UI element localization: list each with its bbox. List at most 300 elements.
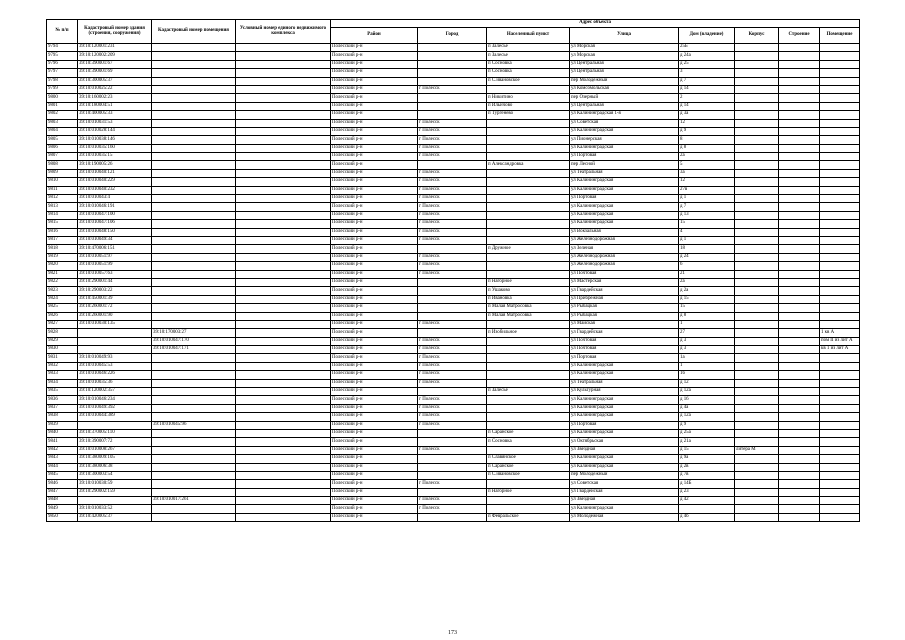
cell-building	[779, 278, 820, 286]
cell-cad-building: 39:10:290002:159	[78, 488, 152, 496]
cell-cad-premises	[152, 312, 236, 320]
cell-settlement: п Малая Матросовка	[487, 312, 570, 320]
cell-corpus	[735, 438, 779, 446]
cell-city: г Полесск	[418, 186, 487, 194]
table-row	[47, 220, 860, 228]
cell-district: Полесский р-н	[331, 119, 418, 127]
cell-settlement	[487, 421, 570, 429]
cell-cad-premises	[152, 480, 236, 488]
cell-corpus	[735, 236, 779, 244]
table-row	[47, 94, 860, 102]
cell-building	[779, 438, 820, 446]
cell-cad-premises	[152, 69, 236, 77]
cell-cond-num	[236, 253, 331, 261]
table-row	[47, 44, 860, 52]
cell-house: д 14Б	[679, 480, 735, 488]
cell-corpus	[735, 421, 779, 429]
table-row	[47, 329, 860, 337]
header-district: Район	[331, 28, 418, 44]
cell-street: ул Зеленая	[570, 245, 679, 253]
cell-street: пер Лесной	[570, 161, 679, 169]
cell-house: 4	[679, 228, 735, 236]
cell-street: ул Пионерская	[570, 136, 679, 144]
cell-street: ул Портовая	[570, 354, 679, 362]
cell-cond-num	[236, 388, 331, 396]
cell-street: ул Почтовая	[570, 346, 679, 354]
cell-district: Полесский р-н	[331, 245, 418, 253]
cell-city: г Полесск	[418, 497, 487, 505]
cell-building	[779, 379, 820, 387]
cell-premises	[820, 488, 860, 496]
cell-num: 9801	[47, 102, 78, 110]
cell-building	[779, 396, 820, 404]
cell-cond-num	[236, 270, 331, 278]
cell-street: ул Культурная	[570, 388, 679, 396]
cell-house: 3	[679, 69, 735, 77]
cell-cad-premises	[152, 278, 236, 286]
cell-street: ул Калининградская	[570, 396, 679, 404]
cell-street: ул Портовая	[570, 421, 679, 429]
cell-building	[779, 337, 820, 345]
cell-city	[418, 488, 487, 496]
cell-district: Полесский р-н	[331, 178, 418, 186]
cell-cad-premises	[152, 245, 236, 253]
cell-city: г Полесск	[418, 228, 487, 236]
cell-district: Полесский р-н	[331, 144, 418, 152]
cell-street: ул Молодежная	[570, 513, 679, 521]
cell-premises	[820, 429, 860, 437]
cell-settlement: п Ильичово	[487, 102, 570, 110]
cell-street: ул Мастерская	[570, 278, 679, 286]
table-row	[47, 228, 860, 236]
cell-cad-building: 39:10:010030:59	[78, 480, 152, 488]
cell-premises	[820, 186, 860, 194]
cell-settlement: п С.ивановское	[487, 471, 570, 479]
cell-premises	[820, 52, 860, 60]
cell-cad-building: 39:10:010035:36	[78, 379, 152, 387]
cell-corpus	[735, 471, 779, 479]
header-house: Дом (владение)	[679, 28, 735, 44]
cell-house: д 7	[679, 203, 735, 211]
header-cad-premises: Кадастровый номер помещения	[152, 20, 236, 44]
cell-building	[779, 346, 820, 354]
cell-city	[418, 329, 487, 337]
cell-cond-num	[236, 220, 331, 228]
cell-cond-num	[236, 44, 331, 52]
cell-settlement	[487, 379, 570, 387]
cell-house: 27	[679, 329, 735, 337]
cell-street: ул Калининградская	[570, 127, 679, 135]
cell-cad-premises	[152, 52, 236, 60]
cell-num: 9848	[47, 497, 78, 505]
cell-city	[418, 60, 487, 68]
cell-premises	[820, 362, 860, 370]
cell-house: д 21а	[679, 438, 735, 446]
cell-building	[779, 312, 820, 320]
cell-settlement	[487, 371, 570, 379]
table-row	[47, 379, 860, 387]
cell-cad-premises	[152, 161, 236, 169]
cell-street: ул Центральная	[570, 60, 679, 68]
cell-cad-premises	[152, 371, 236, 379]
cell-house: 1а	[679, 354, 735, 362]
cell-district: Полесский р-н	[331, 169, 418, 177]
cell-street: ул Калининградская	[570, 413, 679, 421]
cell-settlement: п Изобильное	[487, 329, 570, 337]
cell-num: 9816	[47, 228, 78, 236]
cell-district: Полесский р-н	[331, 463, 418, 471]
cell-building	[779, 262, 820, 270]
cell-house: 8	[679, 136, 735, 144]
cell-cond-num	[236, 337, 331, 345]
cell-cad-premises	[152, 44, 236, 52]
cell-house: д 9а	[679, 455, 735, 463]
cell-premises	[820, 270, 860, 278]
cell-building	[779, 253, 820, 261]
cell-district: Полесский р-н	[331, 186, 418, 194]
cell-house: д 25а	[679, 429, 735, 437]
cell-district: Полесский р-н	[331, 404, 418, 412]
cell-settlement	[487, 203, 570, 211]
cell-corpus	[735, 127, 779, 135]
cell-building	[779, 144, 820, 152]
cell-cond-num	[236, 203, 331, 211]
cell-district: Полесский р-н	[331, 262, 418, 270]
cell-corpus	[735, 136, 779, 144]
table-row	[47, 480, 860, 488]
cell-premises	[820, 111, 860, 119]
cell-district: Полесский р-н	[331, 388, 418, 396]
header-street: Улица	[570, 28, 679, 44]
cell-building	[779, 153, 820, 161]
cell-building	[779, 111, 820, 119]
cell-corpus	[735, 169, 779, 177]
cell-city	[418, 471, 487, 479]
cell-num: 9818	[47, 245, 78, 253]
cell-city	[418, 77, 487, 85]
cell-street: ул Портовая	[570, 153, 679, 161]
cell-house: 12	[679, 119, 735, 127]
cell-settlement	[487, 404, 570, 412]
cell-cad-building: 39:10:300005:37	[78, 77, 152, 85]
cell-street: ул Калининградская	[570, 203, 679, 211]
cell-district: Полесский р-н	[331, 371, 418, 379]
table-row	[47, 455, 860, 463]
cell-settlement: п Сосновка	[487, 69, 570, 77]
cell-cond-num	[236, 329, 331, 337]
cell-num: 9825	[47, 304, 78, 312]
cell-house: д 8	[679, 144, 735, 152]
cell-settlement: п Февральское	[487, 513, 570, 521]
cell-corpus	[735, 278, 779, 286]
cell-district: Полесский р-н	[331, 44, 418, 52]
cell-street: пер Молодежный	[570, 471, 679, 479]
cell-cad-building: 39:10:010045:53	[78, 362, 152, 370]
cell-street: ул Звездная	[570, 497, 679, 505]
cell-cad-building: 39:10:010046:191	[78, 203, 152, 211]
cell-premises	[820, 253, 860, 261]
cell-premises	[820, 371, 860, 379]
header-building: Строение	[779, 28, 820, 44]
table-row	[47, 262, 860, 270]
cell-num: 9806	[47, 144, 78, 152]
cell-cad-building: 39:10:450001:39	[78, 295, 152, 303]
cell-cad-building: 39:10:010035:15	[78, 153, 152, 161]
cell-district: Полесский р-н	[331, 220, 418, 228]
cell-settlement	[487, 270, 570, 278]
header-cad-building: Кадастровый номер здания (строения, сооружения)	[78, 20, 152, 44]
cell-cad-building: 39:10:120001:231	[78, 44, 152, 52]
cell-corpus	[735, 287, 779, 295]
cell-cad-premises	[152, 127, 236, 135]
cell-corpus	[735, 262, 779, 270]
cell-premises	[820, 278, 860, 286]
cell-house: д 16	[679, 396, 735, 404]
cell-settlement	[487, 186, 570, 194]
cell-district: Полесский р-н	[331, 421, 418, 429]
cell-premises	[820, 85, 860, 93]
cell-premises	[820, 505, 860, 513]
cell-cad-building: 39:10:260001:90	[78, 312, 152, 320]
cell-premises	[820, 153, 860, 161]
cell-cad-building: 39:10:010048:150	[78, 228, 152, 236]
cell-corpus	[735, 295, 779, 303]
cell-corpus	[735, 513, 779, 521]
cell-num: 9840	[47, 429, 78, 437]
cell-corpus	[735, 404, 779, 412]
table-row	[47, 60, 860, 68]
cell-house: д 3	[679, 337, 735, 345]
cell-cad-building: 39:10:180004:51	[78, 102, 152, 110]
cell-house: 5	[679, 161, 735, 169]
cell-street: ул Калининградская	[570, 404, 679, 412]
cell-building	[779, 236, 820, 244]
cell-num: 9813	[47, 203, 78, 211]
cell-city: г Полесск	[418, 262, 487, 270]
cell-premises	[820, 94, 860, 102]
cell-house: 15	[679, 304, 735, 312]
table-row	[47, 203, 860, 211]
cell-street: ул Калининградская	[570, 463, 679, 471]
cell-corpus	[735, 270, 779, 278]
cell-num: 9798	[47, 77, 78, 85]
cell-city: г Полесск	[418, 236, 487, 244]
cell-district: Полесский р-н	[331, 161, 418, 169]
cell-settlement: п Сосновка	[487, 60, 570, 68]
cell-corpus	[735, 245, 779, 253]
cell-settlement: п Александровка	[487, 161, 570, 169]
cell-num: 9811	[47, 186, 78, 194]
cell-corpus	[735, 111, 779, 119]
header-settlement: Населенный пункт	[487, 28, 570, 44]
table-row	[47, 471, 860, 479]
cell-cond-num	[236, 396, 331, 404]
cell-street: ул Гвардейская	[570, 287, 679, 295]
cell-premises	[820, 446, 860, 454]
cell-house: 1	[679, 320, 735, 328]
cell-cad-building	[78, 346, 152, 354]
cell-premises	[820, 169, 860, 177]
cell-city	[418, 287, 487, 295]
cell-building	[779, 94, 820, 102]
cell-cond-num	[236, 312, 331, 320]
cell-street: ул Комсомольская	[570, 85, 679, 93]
cell-district: Полесский р-н	[331, 253, 418, 261]
cell-house: д 23	[679, 488, 735, 496]
cell-settlement	[487, 85, 570, 93]
cell-house: д 7в	[679, 471, 735, 479]
cell-city: г Полесск	[418, 127, 487, 135]
cell-street: ул Советская	[570, 119, 679, 127]
cell-cond-num	[236, 60, 331, 68]
cell-premises: 1 кв А	[820, 329, 860, 337]
cell-street: ул Железнодорожная	[570, 262, 679, 270]
cell-cond-num	[236, 52, 331, 60]
cell-cad-premises	[152, 211, 236, 219]
table-row	[47, 253, 860, 261]
cell-cad-premises	[152, 178, 236, 186]
cell-num: 9803	[47, 119, 78, 127]
cell-cad-building: 39:10:120002:209	[78, 52, 152, 60]
cell-house: д 7	[679, 77, 735, 85]
cell-cad-building: 39:10:010049:93	[78, 354, 152, 362]
cell-house: д 1	[679, 236, 735, 244]
cell-premises	[820, 60, 860, 68]
cell-street: ул Калининградская	[570, 186, 679, 194]
cell-city: г Полесск	[418, 505, 487, 513]
cell-building	[779, 127, 820, 135]
cell-premises: кв 1 из лит А	[820, 346, 860, 354]
cell-cad-building: 39:10:390001:69	[78, 69, 152, 77]
cell-settlement	[487, 228, 570, 236]
cell-settlement	[487, 505, 570, 513]
cell-house: д 3	[679, 346, 735, 354]
cell-num: 9809	[47, 169, 78, 177]
cell-cond-num	[236, 455, 331, 463]
cell-cond-num	[236, 144, 331, 152]
cell-premises	[820, 463, 860, 471]
cell-city: г Полесск	[418, 354, 487, 362]
cell-district: Полесский р-н	[331, 228, 418, 236]
cell-cad-building: 39:10:010028:144	[78, 127, 152, 135]
cell-corpus	[735, 429, 779, 437]
cell-cond-num	[236, 346, 331, 354]
cell-street: ул Портовая	[570, 195, 679, 203]
cell-house: 12	[679, 178, 735, 186]
cell-building	[779, 421, 820, 429]
cell-street: ул Гвардейская	[570, 488, 679, 496]
cell-cad-building: 39:10:010047:100	[78, 211, 152, 219]
cell-cad-premises	[152, 463, 236, 471]
cell-street: пер Озерный	[570, 94, 679, 102]
cell-house: 18	[679, 245, 735, 253]
table-row	[47, 111, 860, 119]
cell-settlement: п Залесье	[487, 52, 570, 60]
cell-district: Полесский р-н	[331, 127, 418, 135]
cell-cond-num	[236, 111, 331, 119]
table-row	[47, 119, 860, 127]
cell-city	[418, 513, 487, 521]
cell-premises	[820, 320, 860, 328]
cell-building	[779, 329, 820, 337]
cell-premises	[820, 388, 860, 396]
cell-city	[418, 388, 487, 396]
cell-cad-building: 39:10:010031:53	[78, 119, 152, 127]
cell-cad-building: 39:10:420005:37	[78, 513, 152, 521]
cell-cad-building: 39:10:010025:22	[78, 85, 152, 93]
cell-num: 9826	[47, 312, 78, 320]
cell-city	[418, 245, 487, 253]
table-row	[47, 127, 860, 135]
cell-city: г Полесск	[418, 371, 487, 379]
cell-cad-building: 39:10:010040:232	[78, 186, 152, 194]
cell-corpus	[735, 52, 779, 60]
cell-num: 9821	[47, 270, 78, 278]
cell-house: д 2а	[679, 287, 735, 295]
cell-house: 2	[679, 94, 735, 102]
cell-corpus	[735, 497, 779, 505]
cell-street: ул Калининградская	[570, 220, 679, 228]
cell-city: г Полесск	[418, 379, 487, 387]
table-row	[47, 245, 860, 253]
cell-street: ул Советская	[570, 480, 679, 488]
cell-street: ул Звездная	[570, 446, 679, 454]
cell-street: ул Калининградская	[570, 429, 679, 437]
cell-corpus	[735, 211, 779, 219]
cell-city: г Полесск	[418, 178, 487, 186]
cell-cad-building: 39:10:160002:23	[78, 94, 152, 102]
cell-district: Полесский р-н	[331, 337, 418, 345]
cell-district: Полесский р-н	[331, 396, 418, 404]
cell-building	[779, 228, 820, 236]
cell-cond-num	[236, 505, 331, 513]
cell-house: д 25	[679, 60, 735, 68]
cell-cad-building: 39:10:010049:34	[78, 236, 152, 244]
cell-cad-premises	[152, 396, 236, 404]
cell-cond-num	[236, 228, 331, 236]
cell-premises	[820, 44, 860, 52]
cell-city	[418, 304, 487, 312]
cell-corpus	[735, 186, 779, 194]
cell-premises	[820, 413, 860, 421]
cell-cad-building: 39:10:120002:357	[78, 388, 152, 396]
cell-cad-building: 39:10:260001:72	[78, 304, 152, 312]
cell-house	[679, 505, 735, 513]
cell-settlement	[487, 127, 570, 135]
cell-street: ул Центральная	[570, 69, 679, 77]
cell-corpus	[735, 388, 779, 396]
cell-cad-premises	[152, 102, 236, 110]
table-row	[47, 337, 860, 345]
cell-num: 9837	[47, 404, 78, 412]
cell-corpus	[735, 60, 779, 68]
cell-premises	[820, 119, 860, 127]
cell-premises	[820, 203, 860, 211]
cell-num: 9847	[47, 488, 78, 496]
cell-premises	[820, 178, 860, 186]
cell-cad-premises	[152, 287, 236, 295]
cell-street: ул Почтовая	[570, 337, 679, 345]
cell-settlement: п Нагорное	[487, 488, 570, 496]
cell-premises	[820, 127, 860, 135]
cell-city: г Полесск	[418, 195, 487, 203]
cell-cond-num	[236, 169, 331, 177]
cell-city: г Полесск	[418, 85, 487, 93]
cell-street: ул Железнодорожная	[570, 253, 679, 261]
cell-cad-premises	[152, 438, 236, 446]
table-body	[47, 44, 860, 522]
cell-cond-num	[236, 278, 331, 286]
